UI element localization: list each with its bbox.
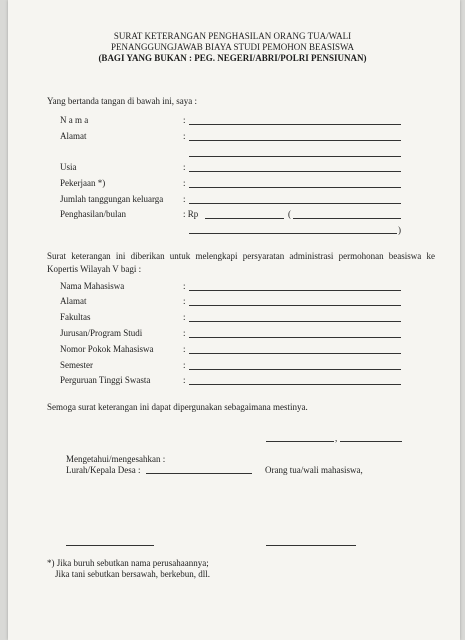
field-label-nama-mahasiswa: Nama Mahasiswa [60,281,125,291]
field-colon: : [183,115,186,125]
field-label-semester: Semester [60,360,93,370]
field-label-alamat-mahasiswa: Alamat [60,296,87,306]
closing-text: Semoga surat keterangan ini dapat dipergunakan sebagaimana mestinya. [47,402,308,412]
field-colon: : [183,162,186,172]
field-colon: : [183,375,186,385]
paren-open: ( [288,209,291,219]
field-colon: : [183,178,186,188]
field-colon: : [183,328,186,338]
lurah-name-line[interactable] [146,473,252,474]
field-colon-rp: : Rp [183,209,199,219]
lurah-signature-line[interactable] [66,545,154,546]
lurah-label: Lurah/Kepala Desa : [66,465,141,475]
field-label-nama: N a m a [60,115,89,125]
penghasilan-words-line[interactable] [293,218,401,219]
footnote-line-1: *) Jika buruh sebutkan nama perusahaannya; [47,558,209,568]
alamat-fill-line[interactable] [189,140,401,141]
nama-fill-line[interactable] [189,124,401,125]
field-label-fakultas: Fakultas [60,312,91,322]
usia-fill-line[interactable] [189,171,401,172]
footnote-line-2: Jika tani sebutkan bersawah, berkebun, dll. [55,569,210,579]
npm-fill-line[interactable] [189,353,401,354]
intro-text: Yang bertanda tangan di bawah ini, saya : [47,96,198,106]
statement-paragraph: Surat keterangan ini diberikan untuk melengkapi persyaratan administrasi permohonan beasiswa ke Kopertis Wilayah V bagi : [47,251,435,274]
field-colon: : [183,281,186,291]
nama-mahasiswa-fill-line[interactable] [189,290,401,291]
field-label-jurusan: Jurusan/Program Studi [60,328,143,338]
alamat-mahasiswa-fill-line[interactable] [189,305,401,306]
place-fill-line[interactable] [266,441,334,442]
jurusan-fill-line[interactable] [189,337,401,338]
field-label-alamat: Alamat [60,131,87,141]
date-fill-line[interactable] [340,441,402,442]
field-colon: : [183,296,186,306]
date-comma: , [335,433,338,443]
field-label-tanggungan: Jumlah tanggungan keluarga [60,194,164,204]
field-colon: : [183,131,186,141]
approver-label: Mengetahui/mengesahkan : [66,454,166,464]
title-line-1: SURAT KETERANGAN PENGHASILAN ORANG TUA/WALI [113,31,352,41]
field-colon: : [183,360,186,370]
field-label-npm: Nomor Pokok Mahasiswa [60,344,154,354]
title-line-2: PENANGGUNGJAWAB BIAYA STUDI PEMOHON BEASISWA [111,42,354,52]
fakultas-fill-line[interactable] [189,321,401,322]
penghasilan-words-line-2[interactable] [189,233,397,234]
semester-fill-line[interactable] [189,369,401,370]
penghasilan-amount-line[interactable] [205,218,284,219]
title-line-3: (BAGI YANG BUKAN : PEG. NEGERI/ABRI/POLRI PENSIUNAN) [98,53,367,63]
parent-signature-label: Orang tua/wali mahasiswa, [265,465,363,475]
field-label-pekerjaan: Pekerjaan *) [60,178,106,188]
field-colon: : [183,194,186,204]
alamat-fill-line-2[interactable] [189,156,401,157]
field-label-penghasilan: Penghasilan/bulan [60,209,126,219]
field-colon: : [183,344,186,354]
paren-close: ) [398,225,401,235]
tanggungan-fill-line[interactable] [189,203,401,204]
pekerjaan-fill-line[interactable] [189,187,401,188]
pts-fill-line[interactable] [189,384,401,385]
field-colon: : [183,312,186,322]
parent-signature-line[interactable] [266,545,356,546]
field-label-pts: Perguruan Tinggi Swasta [60,375,151,385]
field-label-usia: Usia [60,162,77,172]
